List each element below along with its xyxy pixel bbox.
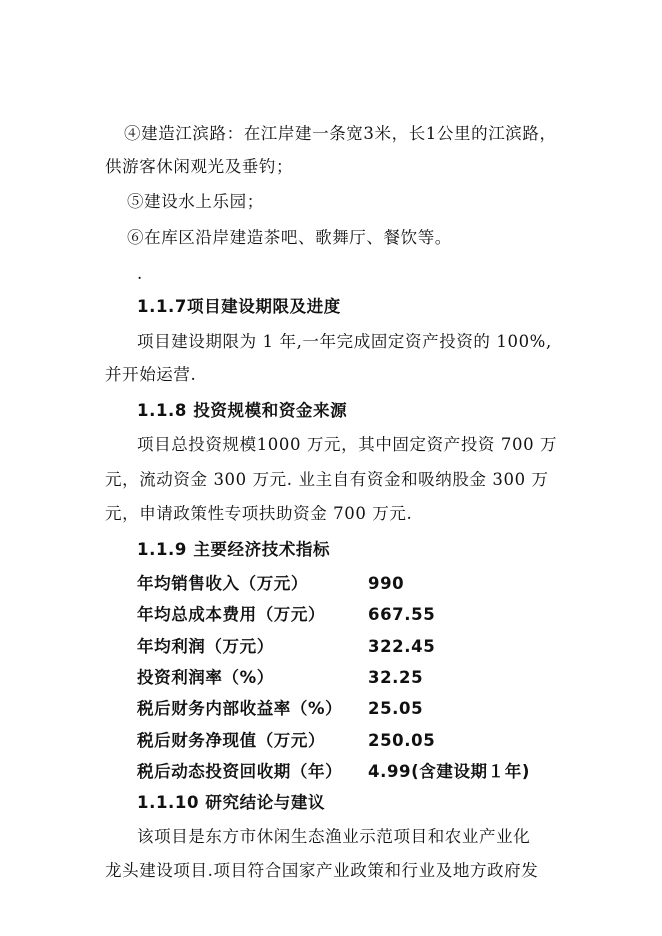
para-1-1-8-line-1: 项目总投资规模1000 万元，其中固定资产投资 700 万 (137, 435, 558, 454)
metric-label: 税后财务内部收益率（%） (137, 699, 343, 718)
heading-1-1-10: 1.1.10 研究结论与建议 (137, 793, 326, 812)
para-1-1-7-line-1: 项目建设期限为 1 年,一年完成固定资产投资的 100%, (137, 332, 552, 351)
item-5: ⑤建设水上乐园； (127, 192, 264, 211)
para-1-1-8-line-2: 元，流动资金 300 万元. 业主自有资金和吸纳股金 300 万 (105, 470, 549, 489)
metric-label: 投资利润率（%） (137, 668, 274, 687)
metric-label: 年均销售收入（万元） (137, 574, 308, 593)
item-4-line-2: 供游客休闲观光及垂钓； (105, 157, 294, 176)
metric-label: 税后财务净现值（万元） (137, 731, 326, 750)
metric-value: 667.55 (368, 605, 436, 624)
metric-value: 32.25 (368, 668, 424, 687)
metric-value: 25.05 (368, 699, 424, 718)
heading-1-1-9: 1.1.9 主要经济技术指标 (137, 540, 331, 559)
para-1-1-10-line-2: 龙头建设项目.项目符合国家产业政策和行业及地方政府发 (105, 861, 539, 880)
item-4-line-1: ④建造江滨路：在江岸建一条宽3米，长1公里的江滨路， (124, 124, 557, 143)
para-1-1-8-line-3: 元，申请政策性专项扶助资金 700 万元. (105, 504, 413, 523)
metric-value: 322.45 (368, 637, 436, 656)
item-6: ⑥在库区沿岸建造茶吧、歌舞厅、餐饮等。 (127, 228, 452, 247)
heading-1-1-8: 1.1.8 投资规模和资金来源 (137, 401, 348, 420)
stray-dot: . (137, 264, 143, 283)
metric-value: 250.05 (368, 731, 436, 750)
heading-1-1-7: 1.1.7项目建设期限及进度 (137, 297, 341, 316)
metric-label: 年均利润（万元） (137, 637, 274, 656)
metric-label: 年均总成本费用（万元） (137, 605, 326, 624)
para-1-1-10-line-1: 该项目是东方市休闲生态渔业示范项目和农业产业化 (137, 827, 531, 846)
metric-value: 4.99(含建设期１年) (368, 762, 530, 781)
para-1-1-7-line-2: 并开始运营. (105, 365, 197, 384)
metric-value: 990 (368, 574, 405, 593)
metric-label: 税后动态投资回收期（年） (137, 762, 343, 781)
